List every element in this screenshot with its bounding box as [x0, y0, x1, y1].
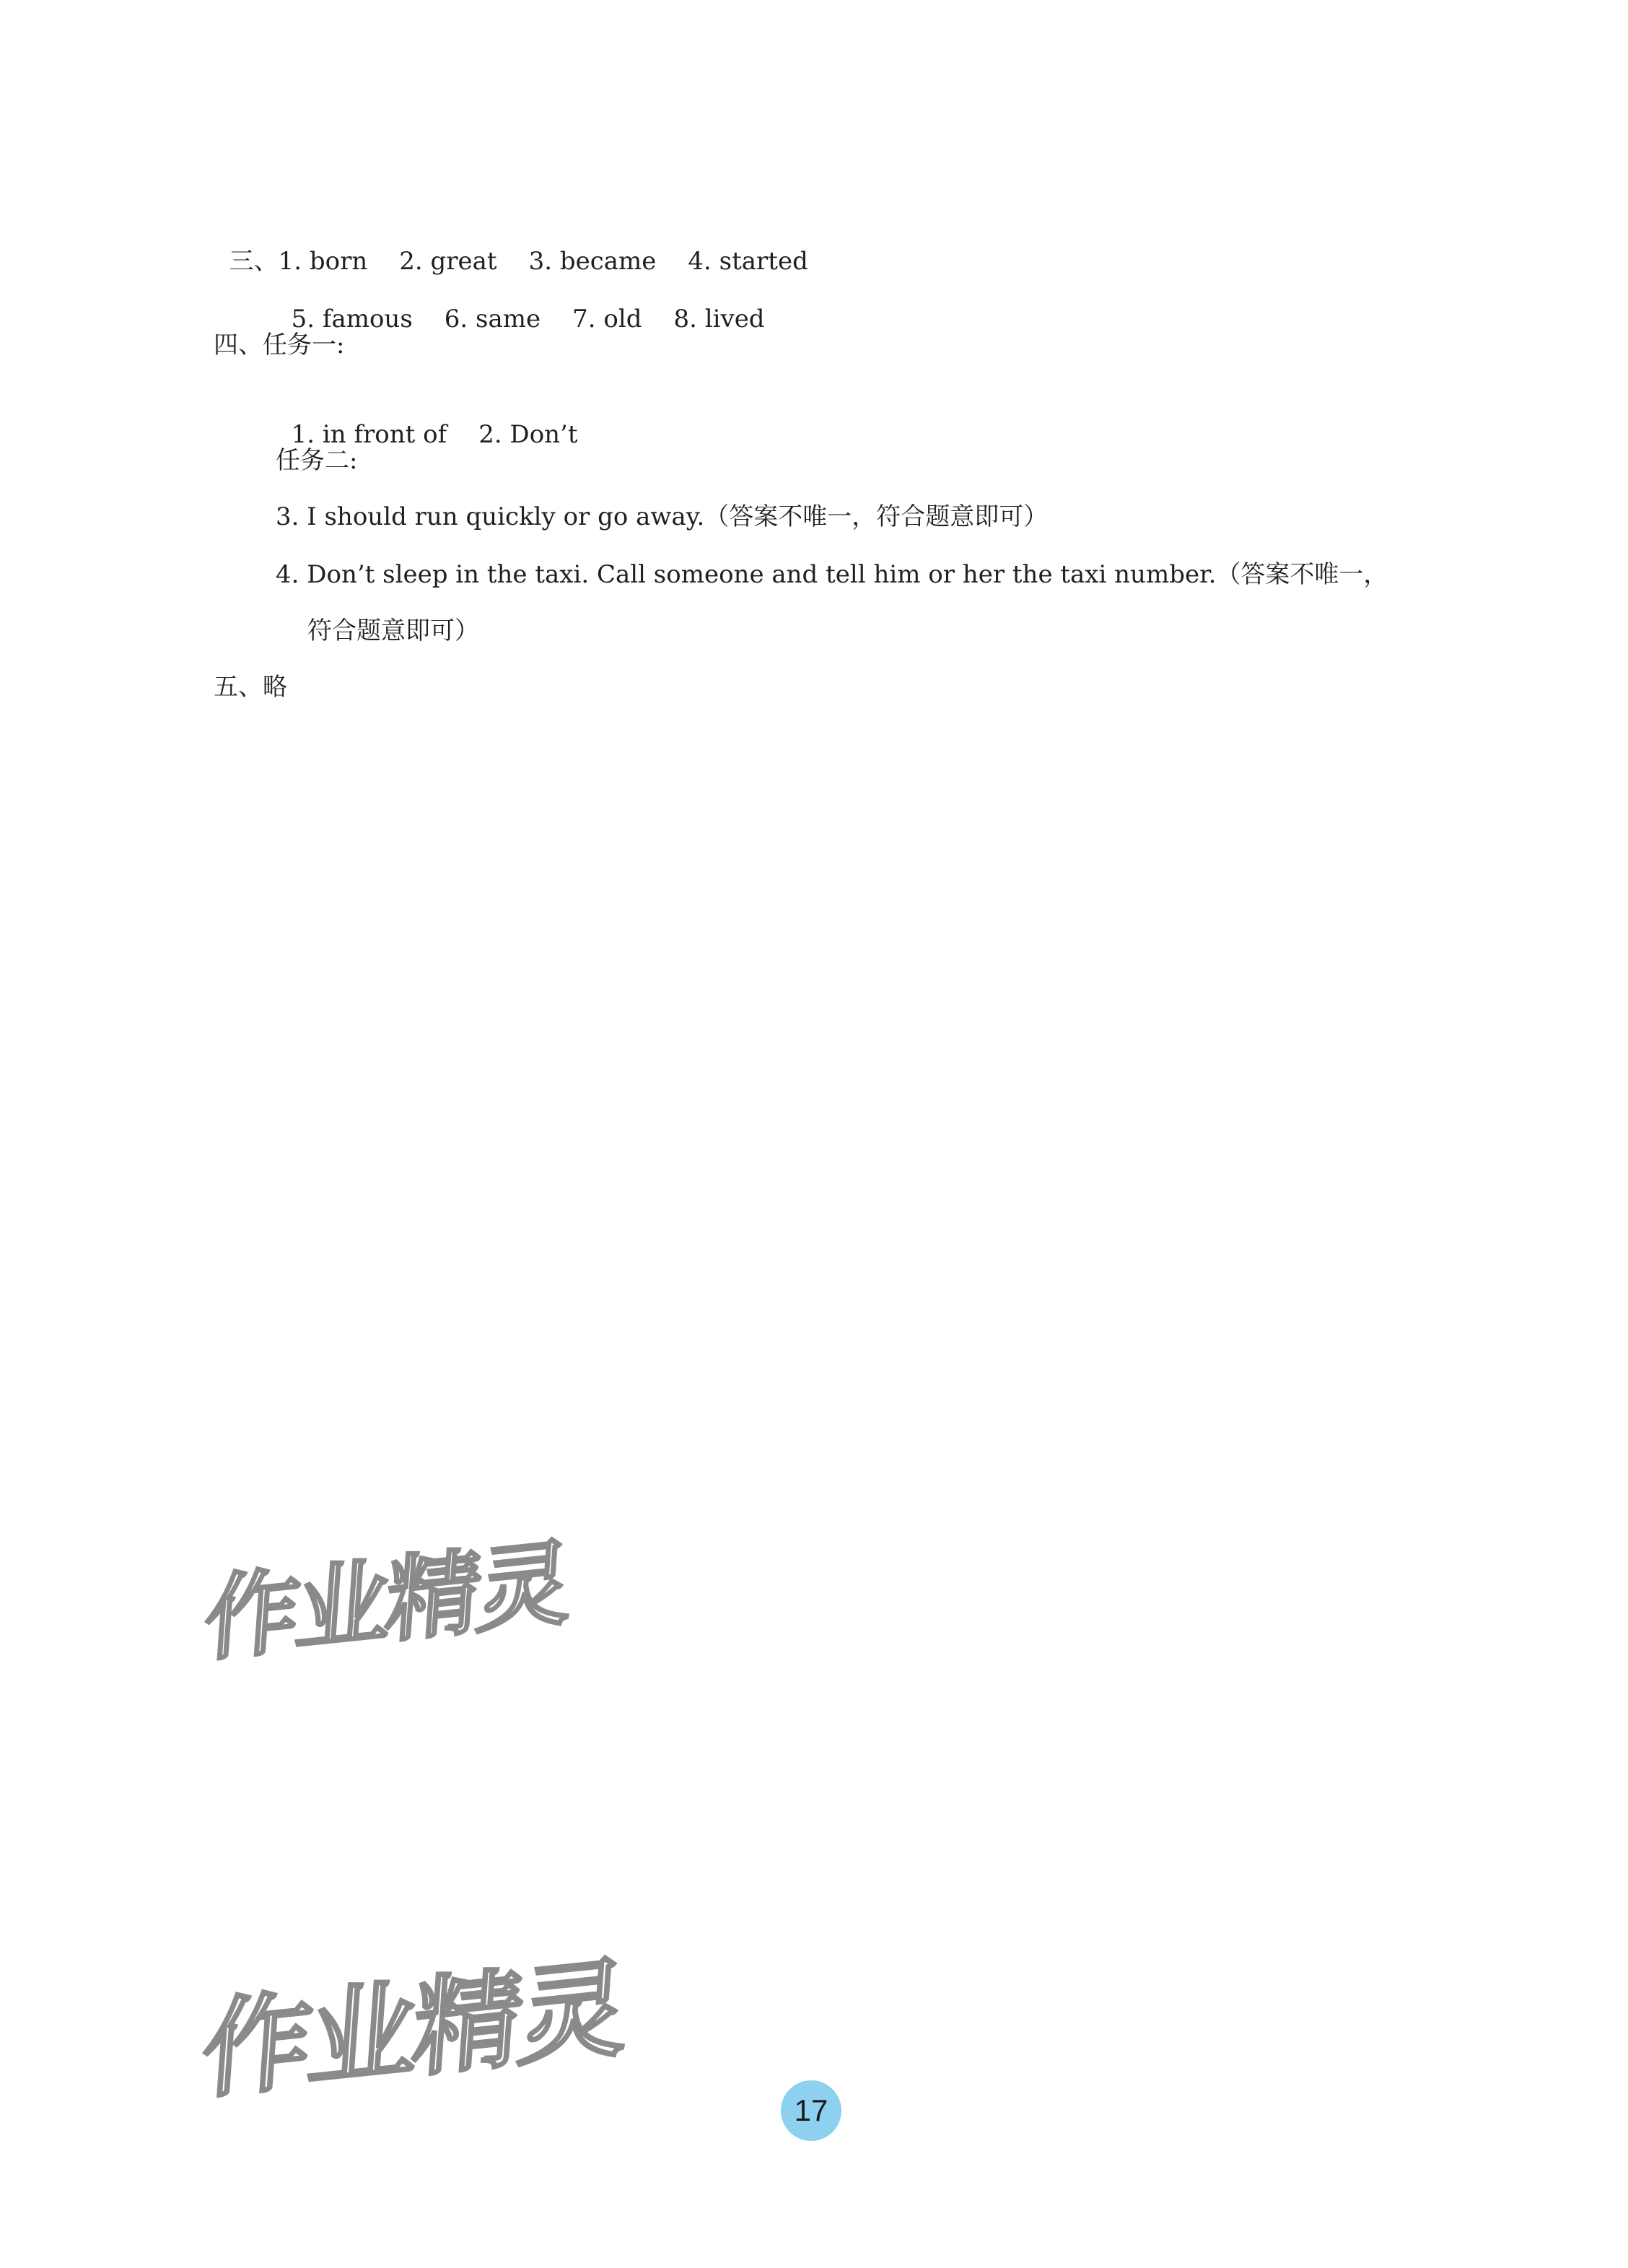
answer-item: 4. started — [688, 247, 808, 276]
section3-row1 — [214, 214, 808, 277]
answer-item: 7. old — [572, 305, 642, 333]
section4-task2-label: 任务二: — [276, 446, 358, 475]
section4-answer4-line2: 符合题意即可） — [307, 616, 479, 645]
answer-item: 1. born — [278, 247, 368, 276]
answer-item: 2. Don’t — [478, 420, 578, 449]
answer-item: 6. same — [444, 305, 541, 333]
page-number-badge — [781, 2080, 841, 2141]
answer-item: 2. great — [399, 247, 497, 276]
watermark-logo: 作业精灵 — [201, 1528, 572, 1675]
answer-item: 8. lived — [673, 305, 765, 333]
section4-task1-answers — [276, 387, 578, 450]
section3-row2 — [276, 271, 765, 335]
page-number: 17 — [794, 2093, 828, 2127]
answer-item: 1. in front of — [291, 420, 447, 449]
section4-answer4-line1: 4. Don’t sleep in the taxi. Call someone and tell him or her the taxi number.（答案不唯一， — [276, 560, 1388, 589]
section4-heading: 四、任务一: — [214, 331, 345, 359]
section4-answer3: 3. I should run quickly or go away.（答案不唯一，符合题意即可） — [276, 502, 1049, 531]
answer-item: 5. famous — [291, 305, 413, 333]
section3-label: 三、 — [229, 247, 279, 276]
section5-heading: 五、略 — [214, 673, 287, 702]
answer-item: 3. became — [528, 247, 657, 276]
watermark-logo: 作业精灵 — [198, 1945, 629, 2115]
